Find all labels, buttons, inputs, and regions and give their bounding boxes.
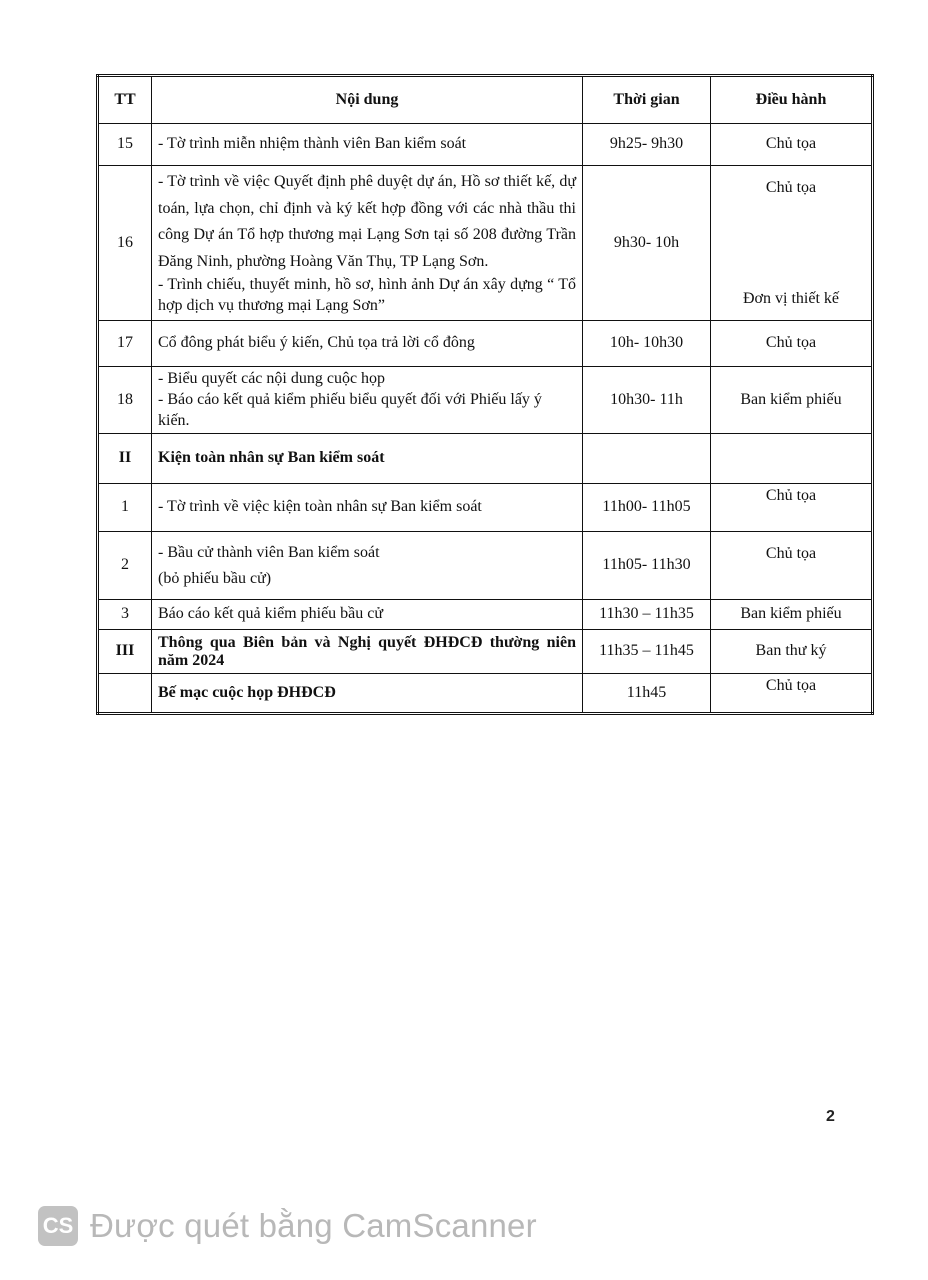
row-tt: II xyxy=(98,434,152,484)
row-tt: 3 xyxy=(98,600,152,630)
row-content xyxy=(152,532,583,600)
table-row xyxy=(98,600,873,630)
row-exec: Ban kiểm phiếu xyxy=(711,600,873,630)
row-time: 10h30- 11h xyxy=(583,367,711,434)
exec-line: Đơn vị thiết kế xyxy=(743,290,839,308)
content-line: Cổ đông phát biểu ý kiến, Chủ tọa trả lời cổ đông xyxy=(158,334,475,352)
content-line: (bỏ phiếu bầu cử) xyxy=(158,569,272,587)
row-time: 11h45 xyxy=(583,674,711,714)
row-time: 10h- 10h30 xyxy=(583,321,711,367)
content-line: Thông qua Biên bản và Nghị quyết ĐHĐCĐ thường niên năm 2024 xyxy=(158,634,576,669)
row-content xyxy=(152,674,583,714)
row-time xyxy=(583,434,711,484)
header-content: Nội dung xyxy=(152,76,583,124)
header-exec: Điều hành xyxy=(711,76,873,124)
content-line: - Báo cáo kết quả kiểm phiếu biểu quyết đối với Phiếu lấy ý kiến. xyxy=(158,390,542,429)
row-tt: 15 xyxy=(98,124,152,166)
content-line: - Bầu cử thành viên Ban kiểm soát xyxy=(158,543,380,561)
table-row-section xyxy=(98,434,873,484)
row-tt: 1 xyxy=(98,484,152,532)
row-exec: Ban thư ký xyxy=(711,630,873,674)
row-tt: 18 xyxy=(98,367,152,434)
header-time: Thời gian xyxy=(583,76,711,124)
row-tt: 2 xyxy=(98,532,152,600)
content-line: Kiện toàn nhân sự Ban kiểm soát xyxy=(158,449,385,467)
table-row xyxy=(98,367,873,434)
header-tt: TT xyxy=(98,76,152,124)
content-line: - Trình chiếu, thuyết minh, hồ sơ, hình ảnh Dự án xây dựng “ Tổ hợp dịch vụ thương mại Lạng Sơn” xyxy=(158,275,576,314)
content-line: - Tờ trình về việc Quyết định phê duyệt dự án, Hồ sơ thiết kế, dự toán, lựa chọn, chỉ định và ký kết hợp đồng với các nhà thầu thi công Dự án Tổ hợp thương mại Lạng Sơn tại số 208 đường Trần Đăng Ninh, phường Hoàng Văn Thụ, TP Lạng Sơn. xyxy=(158,173,576,270)
row-time: 9h30- 10h xyxy=(583,166,711,321)
row-content xyxy=(152,124,583,166)
row-content xyxy=(152,434,583,484)
row-exec: Chủ tọa xyxy=(711,321,873,367)
row-content xyxy=(152,367,583,434)
row-exec: Chủ tọa xyxy=(711,124,873,166)
row-content xyxy=(152,484,583,532)
exec-line: Chủ tọa xyxy=(765,179,817,196)
row-time: 9h25- 9h30 xyxy=(583,124,711,166)
camscanner-watermark xyxy=(38,1206,537,1246)
table-row xyxy=(98,124,873,166)
row-tt: 16 xyxy=(98,166,152,321)
content-line: - Tờ trình về việc kiện toàn nhân sự Ban kiểm soát xyxy=(158,498,482,516)
row-time: 11h30 – 11h35 xyxy=(583,600,711,630)
row-exec: Ban kiểm phiếu xyxy=(711,367,873,434)
table-row xyxy=(98,484,873,532)
row-exec xyxy=(711,166,873,321)
row-content xyxy=(152,600,583,630)
row-time: 11h05- 11h30 xyxy=(583,532,711,600)
row-exec: Chủ tọa xyxy=(711,484,873,532)
row-exec: Chủ tọa xyxy=(711,532,873,600)
row-tt: 17 xyxy=(98,321,152,367)
page-number: 2 xyxy=(826,1108,835,1125)
table-row xyxy=(98,321,873,367)
content-line: Bế mạc cuộc họp ĐHĐCĐ xyxy=(158,683,336,701)
watermark-text: Được quét bằng CamScanner xyxy=(90,1207,537,1244)
row-content xyxy=(152,630,583,674)
content-line: - Tờ trình miễn nhiệm thành viên Ban kiểm soát xyxy=(158,135,467,153)
row-time: 11h35 – 11h45 xyxy=(583,630,711,674)
row-tt xyxy=(98,674,152,714)
table-row xyxy=(98,532,873,600)
table-header-row xyxy=(98,76,873,124)
table-row xyxy=(98,166,873,321)
table-row xyxy=(98,674,873,714)
row-content xyxy=(152,166,583,321)
row-exec xyxy=(711,434,873,484)
content-line: Báo cáo kết quả kiểm phiếu bầu cử xyxy=(158,605,384,623)
camscanner-logo-icon: CS xyxy=(38,1206,78,1246)
table-row-section xyxy=(98,630,873,674)
row-content xyxy=(152,321,583,367)
agenda-table xyxy=(96,74,874,715)
content-line: - Biểu quyết các nội dung cuộc họp xyxy=(158,370,386,387)
row-time: 11h00- 11h05 xyxy=(583,484,711,532)
row-exec: Chủ tọa xyxy=(711,674,873,714)
row-tt: III xyxy=(98,630,152,674)
